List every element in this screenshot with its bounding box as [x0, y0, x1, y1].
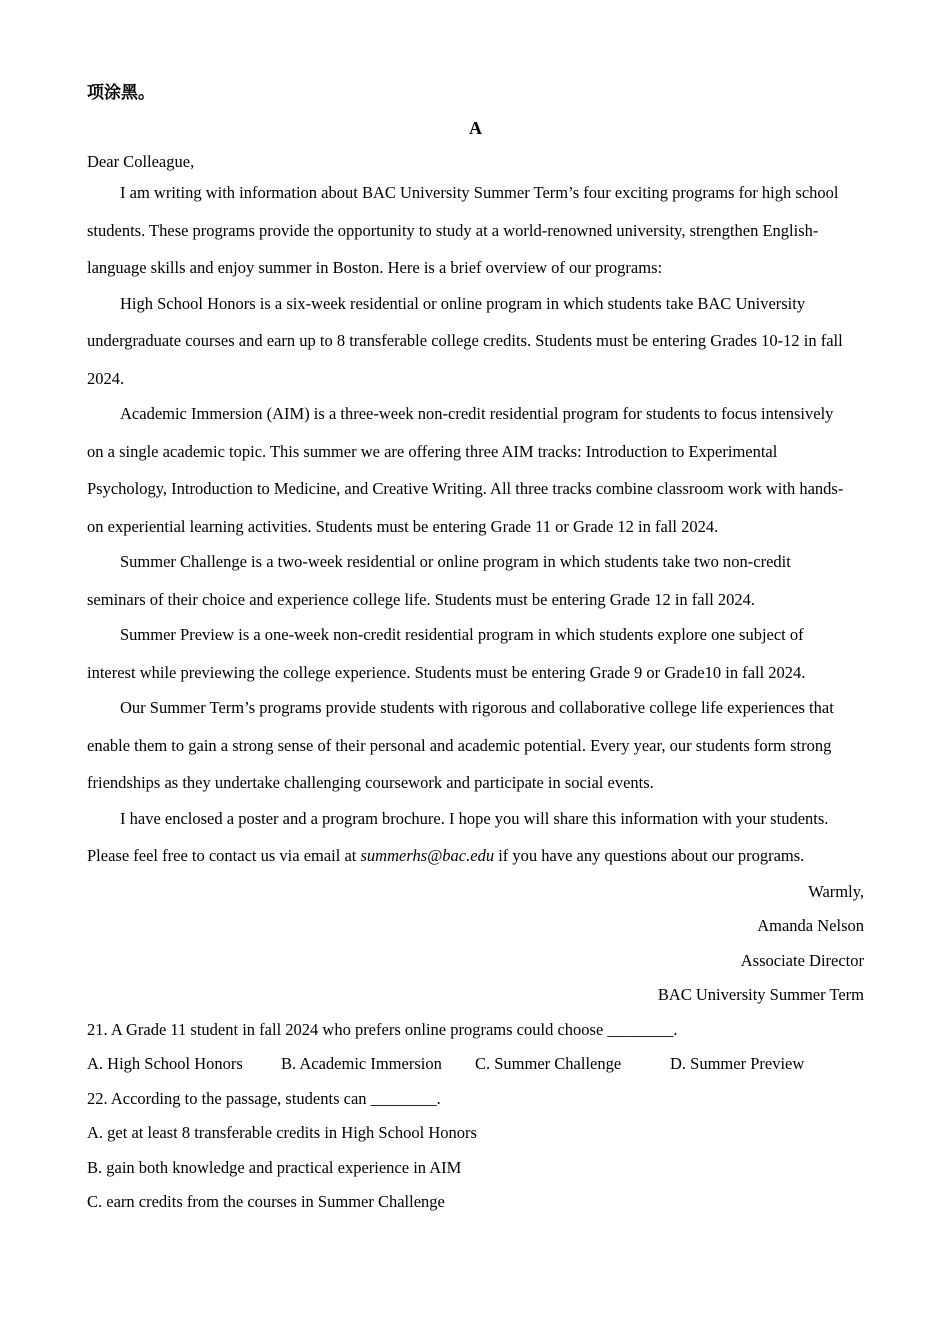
signature-organization: BAC University Summer Term: [657, 985, 864, 1004]
paragraph-line: friendships as they undertake challenging coursework and participate in social events.: [87, 773, 654, 792]
paragraph-line: Psychology, Introduction to Medicine, and Creative Writing. All three tracks combine classroom work with hands-: [87, 479, 844, 498]
paragraph-line: seminars of their choice and experience college life. Students must be entering Grade 12 in fall 2024.: [87, 589, 756, 609]
paragraph-line: interest while previewing the college experience. Students must be entering Grade 9 or Grade10 in fall 2024.: [87, 662, 806, 682]
paragraph-line: language skills and enjoy summer in Boston. Here is a brief overview of our programs:: [87, 258, 663, 277]
paragraph-line: students. These programs provide the opportunity to study at a world-renowned university, strengthen English-: [87, 220, 819, 240]
letter-salutation: Dear Colleague,: [87, 152, 195, 171]
document-page: [87, 78, 864, 1220]
paragraph-line: Summer Preview is a one-week non-credit residential program in which students explore one subject of: [120, 625, 804, 644]
letter-paragraph-summary: [87, 689, 864, 802]
question-21-option-c: C. Summer Challenge: [475, 1054, 622, 1073]
paragraph-line: on a single academic topic. This summer we are offering three AIM tracks: Introduction to Experimental: [87, 441, 778, 461]
paragraph-line: High School Honors is a six-week residential or online program in which students take BAC University: [120, 293, 806, 313]
letter-paragraph-academic-immersion: [87, 395, 864, 545]
paragraph-line: undergraduate courses and earn up to 8 transferable college credits. Students must be entering Grades 10-12 in fall: [87, 331, 843, 350]
paragraph-line: on experiential learning activities. Students must be entering Grade 11 or Grade 12 in fall 2024.: [87, 516, 719, 536]
email-trail-text: if you have any questions about our programs.: [494, 846, 805, 865]
paragraph-line: [87, 837, 864, 875]
question-21-option-a: A. High School Honors: [87, 1054, 243, 1073]
paragraph-line: Our Summer Term’s programs provide students with rigorous and collaborative college life experiences that: [120, 698, 834, 717]
question-22-option-a: A. get at least 8 transferable credits in High School Honors: [87, 1123, 477, 1142]
letter-paragraph-high-school-honors: [87, 285, 864, 398]
instruction-tail: 项涂黑。: [87, 83, 155, 103]
letter-paragraph-summer-challenge: [87, 543, 864, 618]
letter-paragraph-summer-preview: [87, 616, 864, 691]
contact-email: summerhs@bac.edu: [360, 846, 495, 865]
question-22-option-b: B. gain both knowledge and practical experience in AIM: [87, 1157, 462, 1177]
section-label: A: [469, 118, 482, 138]
paragraph-line: I have enclosed a poster and a program brochure. I hope you will share this information with your students.: [120, 808, 829, 828]
paragraph-line: Academic Immersion (AIM) is a three-week non-credit residential program for students to focus intensively: [120, 404, 834, 423]
paragraph-line: enable them to gain a strong sense of their personal and academic potential. Every year, our students form strong: [87, 735, 832, 755]
question-21-option-d: D. Summer Preview: [670, 1054, 805, 1073]
question-21-stem: 21. A Grade 11 student in fall 2024 who prefers online programs could choose ________.: [87, 1019, 678, 1039]
question-22-option-c: C. earn credits from the courses in Summer Challenge: [87, 1192, 445, 1211]
question-22-stem: 22. According to the passage, students can ________.: [87, 1088, 441, 1108]
paragraph-line: Summer Challenge is a two-week residential or online program in which students take two non-credit: [120, 552, 791, 571]
letter-paragraph-intro: [87, 174, 864, 287]
question-21-options: [87, 1047, 864, 1082]
question-21-option-b: B. Academic Immersion: [281, 1054, 442, 1073]
paragraph-line: 2024.: [87, 368, 125, 388]
letter-paragraph-closing: [87, 800, 864, 875]
signature-title: Associate Director: [740, 950, 864, 970]
paragraph-line: I am writing with information about BAC University Summer Term’s four exciting programs for high school: [120, 183, 839, 202]
signature-closing: Warmly,: [808, 881, 864, 901]
signature-name: Amanda Nelson: [757, 916, 864, 935]
email-lead-text: Please feel free to contact us via email at: [87, 846, 361, 865]
